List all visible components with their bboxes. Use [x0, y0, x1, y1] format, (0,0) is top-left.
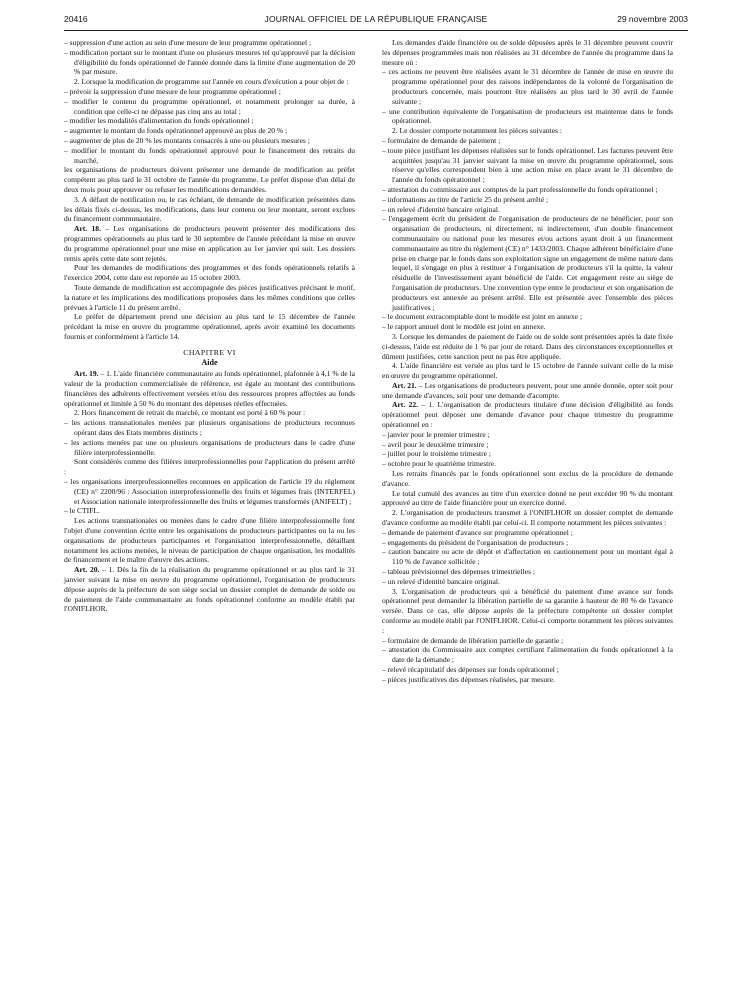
paragraph: Les retraits financés par le fonds opérationnel sont exclus de la procédure de demande d'avance. — [382, 469, 673, 488]
list-item: – l'engagement écrit du président de l'organisation de producteurs de ne bénéficier, pour son organisation de producteurs, ni directement, ni indirectement, d'un double financement communautaire ou national pour les mesures et/ou actions ayant droit à un financement communautaire au titre du règlement (CE) n° 1433/2003. Chaque adhérent bénéficiaire d'une prise en charge par le fonds dans son exploitation signe un engagement de même nature dans lequel, il s'engage en plus à restituer à l'organisation de producteurs s'il la quitte, la valeur résiduelle de l'investissement ayant bénéficié de l'aide. Cet engagement reste au siège de l'organisation de producteurs. Une convention type entre le producteur et son organisation de producteurs est annexée au présent arrêté. Elle est présentée avec l'ensemble des pièces justificatives ; — [382, 214, 673, 312]
list-item: – ces actions ne peuvent être réalisées avant le 31 décembre de l'année de mise en œuvre du programme opérationnel pour des raisons indépendantes de la volonté de l'organisation de producteurs concernée, mais pourront être réalisées au plus tard le 30 avril de l'année suivante ; — [382, 67, 673, 106]
paragraph: 2. Lorsque la modification de programme sur l'année en cours d'exécution a pour objet de : — [74, 77, 349, 87]
publication-date: 29 novembre 2003 — [617, 14, 688, 24]
list-item: – caution bancaire ou acte de dépôt et d'affectation en cautionnement pour un montant égal à 110 % de l'avance sollicitée ; — [382, 547, 673, 567]
paragraph: Les actions transnationales ou menées dans le cadre d'une filière interprofessionnelle font l'objet d'une convention écrite entre les organisations de producteurs participantes ou la ou les organisations de producteurs participantes et l'organisation interprofessionnelle, détaillant notamment les actions menées, le niveau de participation de chaque organisation, les modalités de financement et le maître d'œuvre des actions. — [64, 516, 355, 565]
list-item: – les actions transnationales menées par plusieurs organisations de producteurs reconnues opérant dans des Etats membres distincts ; — [64, 418, 355, 438]
paragraph: 2. Hors financement de retrait du marché, ce montant est porté à 60 % pour : — [74, 408, 306, 418]
article-text: – 1. Dès la fin de la réalisation du programme opérationnel et au plus tard le 31 janvier suivant la mise en œuvre du programme opérationnel, l'organisation de producteurs dépose auprès de la préfecture de son siège social un dossier complet de demande de solde ou de paiement de l'aide communautaire au fonds opérationnel conforme au modèle établi par l'ONIFLHOR. — [64, 565, 355, 614]
list-item: – augmenter le montant du fonds opérationnel approuvé au plus de 20 % ; — [64, 126, 288, 136]
article-paragraph — [382, 381, 673, 401]
list-item: – le document extracomptable dont le modèle est joint en annexe ; — [382, 312, 583, 322]
list-item: – janvier pour le premier trimestre ; — [382, 429, 490, 439]
list-item: – suppression d'une action au sein d'une mesure de leur programme opérationnel ; — [64, 38, 312, 47]
page-header — [64, 14, 688, 28]
list-item: – les organisations interprofessionnelles reconnues en application de l'article 19 du règlement (CE) n° 2200/96 : Association interprofessionnelle des fruits et légumes frais (INTERFEL) et Association nationale interprofessionnelle des fruits et légumes transformés (ANIFELT) ; — [64, 477, 355, 506]
list-item: – modifier le montant du fonds opérationnel approuvé pour le financement des retraits du marché, — [64, 145, 355, 165]
paragraph: 2. L'organisation de producteurs transmet à l'ONIFLHOR un dossier complet de demande d'avance conforme au modèle établi par celui-ci. Il comporte notamment les pièces suivantes : — [382, 508, 673, 528]
paragraph: 4. L'aide financière est versée au plus tard le 15 octobre de l'année suivant celle de la mise en œuvre du programme opérationnel. — [382, 361, 673, 381]
list-item: – un relevé d'identité bancaire original. — [382, 576, 500, 586]
paragraph: Le total cumulé des avances au titre d'un exercice donné ne peut excéder 90 % du montant approuvé au titre de l'aide financière pour un exercice donné. — [382, 488, 673, 508]
article-paragraph — [382, 400, 673, 429]
article-text: – Les organisations de producteurs peuvent, pour une année donnée, opter soit pour une demande d'avances, soit pour une demande d'acompte. — [382, 380, 673, 400]
paragraph: Le préfet de département prend une décision au plus tard le 15 décembre de l'année précédant la mise en œuvre du programme opérationnel, après avoir examiné les documents fournis et conformément à l'article 14. — [64, 312, 355, 341]
list-item: – informations au titre de l'article 25 du présent arrêté ; — [382, 194, 549, 204]
journal-title: JOURNAL OFFICIEL DE LA RÉPUBLIQUE FRANÇAISE — [264, 14, 488, 24]
list-item: – attestation du commissaire aux comptes de la part professionnelle du fonds opérationnel ; — [382, 184, 658, 194]
article-label: Art. 20. — [74, 565, 100, 575]
list-item: – modification portant sur le montant d'une ou plusieurs mesures tel qu'approuvé par la décision d'éligibilité du fonds opérationnel de l'année donnée dans la limite d'une augmentation de 20 % par mesure. — [64, 47, 355, 77]
list-item: – modifier les modalités d'alimentation du fonds opérationnel ; — [64, 116, 254, 126]
article-paragraph — [64, 224, 355, 263]
paragraph: Les demandes d'aide financière ou de solde déposées après le 31 décembre peuvent couvrir les dépenses programmées mais non réalisées au 31 décembre de l'année du programme dans la mesure où : — [382, 38, 673, 67]
list-item: – prévoir la suppression d'une mesure de leur programme opérationnel ; — [64, 86, 281, 96]
paragraph: Pour les demandes de modifications des programmes et des fonds opérationnels relatifs à l'exercice 2004, cette date est reportée au 15 octobre 2003. — [64, 263, 355, 283]
page-number: 20416 — [64, 14, 88, 24]
list-item: – demande de paiement d'avance sur programme opérationnel ; — [382, 527, 573, 537]
list-item: – attestation du Commissaire aux comptes certifiant l'alimentation du fonds opérationnel à la date de la demande ; — [382, 645, 673, 665]
paragraph: 2. Le dossier comporte notamment les pièces suivantes : — [392, 126, 562, 136]
left-column — [64, 38, 355, 614]
header-rule — [64, 30, 688, 31]
paragraph: Sont considérés comme des filières interprofessionnelles pour l'application du présent arrêté : — [64, 457, 355, 477]
list-item: – augmenter de plus de 20 % les montants consacrés à une ou plusieurs mesures ; — [64, 135, 310, 145]
chapter-heading: CHAPITRE VI — [183, 347, 236, 357]
list-item: – relevé récapitulatif des dépenses sur fonds opérationnel ; — [382, 665, 559, 674]
list-item: – le CTIFL. — [64, 506, 100, 516]
list-item: – une contribution équivalente de l'organisation de producteurs est maintenue dans le fonds opérationnel. — [382, 106, 673, 126]
list-item: – modifier le contenu du programme opérationnel, et notamment prolonger sa durée, à condition que celle-ci ne dépasse pas cinq ans au total ; — [64, 96, 355, 116]
list-item: – tableau prévisionnel des dépenses trimestrielles ; — [382, 567, 535, 577]
paragraph: 3. Lorsque les demandes de paiement de l'aide ou de solde sont présentées après la date fixée ci-dessus, l'aide est réduite de 1 % par jour de retard. Dans des circonstances exceptionnelles et dûment justifiées, cette sanction peut ne pas être appliquée. — [382, 331, 673, 361]
article-text: – 1. L'aide financière communautaire au fonds opérationnel, plafonnée à 4,1 % de la valeur de la production commercialisée de référence, est égale au montant des contributions financières des adhérents effectivement versées et/ou des ressources propres affectées au fonds opérationnel et limitée à 50 % du montant des dépenses réelles effectuées. — [64, 369, 355, 408]
article-label: Art. 18. — [74, 224, 101, 234]
article-paragraph — [64, 565, 355, 614]
list-item: – les actions menées par une ou plusieurs organisations de producteurs dans le cadre d'une filière interprofessionnelle. — [64, 437, 355, 457]
article-label: Art. 19. — [74, 369, 99, 379]
list-item: – juillet pour le troisième trimestre ; — [382, 449, 491, 459]
paragraph: 3. L'organisation de producteurs qui a bénéficié du paiement d'une avance sur fonds opérationnel peut demander la libération partielle de sa garantie à hauteur de 80 % de l'avance versée. Dans ce cas, elle dépose auprès de la préfecture compétente un dossier complet conforme au modèle établi par l'ONIFLHOR. Celui-ci comporte notamment les pièces suivantes : — [382, 586, 673, 635]
list-item: – octobre pour le quatrième trimestre. — [382, 459, 496, 469]
article-label: Art. 21. — [392, 380, 417, 390]
paragraph: Toute demande de modification est accompagnée des pièces justificatives précisant le motif, la nature et les implications des modifications proposées dans les mêmes conditions que celles prévues à l'article 11 du présent arrêté. — [64, 282, 355, 312]
article-text: – 1. L'organisation de producteurs titulaire d'une décision d'éligibilité au fonds opérationnel peut déposer une demande d'avance pour chaque trimestre du programme opérationnel en : — [382, 400, 673, 430]
paragraph: les organisations de producteurs doivent présenter une demande de modification au préfet compétent au plus tard le 31 octobre de l'année du programme. Le préfet dispose d'un délai de deux mois pour approuver ou refuser les modifications demandées. — [64, 165, 355, 194]
list-item: – toute pièce justifiant les dépenses réalisées sur le fonds opérationnel. Les factures peuvent être acquittées jusqu'au 31 janvier suivant la mise en œuvre du programme opérationnel, sous réserve qu'elles correspondent bien à une action mise en place avant le 31 décembre de l'année du fonds opérationnel ; — [382, 145, 673, 185]
article-label: Art. 22. — [392, 400, 419, 410]
right-column — [382, 38, 673, 685]
list-item: – pièces justificatives des dépenses réalisées, par mesure. — [382, 674, 555, 684]
article-paragraph — [64, 369, 355, 408]
list-item: – un relevé d'identité bancaire original. — [382, 204, 500, 214]
list-item: – formulaire de demande de libération partielle de garantie ; — [382, 635, 564, 645]
list-item: – formulaire de demande de paiement ; — [382, 135, 501, 145]
paragraph: 3. A défaut de notification ou, le cas échéant, de demande de modification présentées dans les délais fixés ci-dessus, les modifications, dans leur contenu ou leur montant, seront exclues du financement communautaire. — [64, 194, 355, 224]
section-heading: Aide — [201, 357, 218, 367]
list-item: – avril pour le deuxième trimestre ; — [382, 439, 489, 449]
list-item: – engagements du président de l'organisation de producteurs ; — [382, 537, 569, 547]
article-text: – Les organisations de producteurs peuvent présenter des modifications des programmes opérationnels au plus tard le 30 septembre de l'année précédant la mise en œuvre du programme opérationnel pour une mise en application au 1er janvier qui suit. Les dossiers remis après cette date sont rejetés. — [64, 224, 355, 263]
list-item: – le rapport annuel dont le modèle est joint en annexe. — [382, 322, 546, 332]
